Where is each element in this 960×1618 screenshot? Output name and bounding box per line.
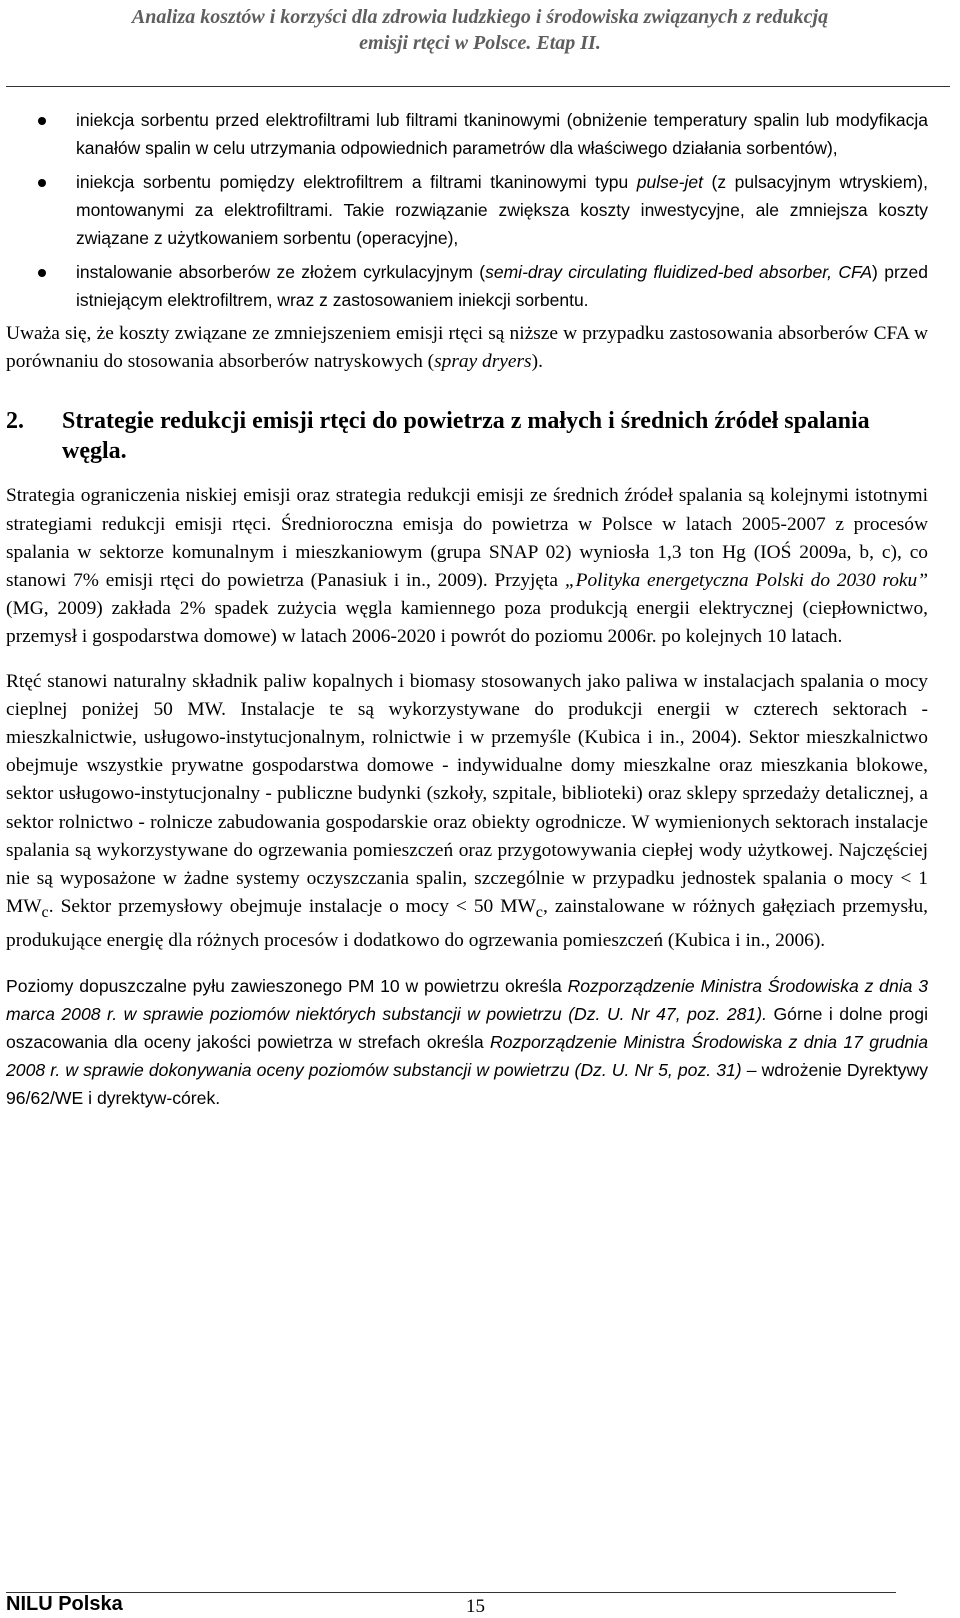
paragraph-text: Górne i dolne progi oszacowania dla oceny jakości powietrza w strefach określa — [6, 1003, 928, 1052]
bullet-list — [6, 106, 928, 314]
paragraph — [6, 482, 928, 651]
footer-organization: NILU Polska — [6, 1593, 123, 1615]
italic-citation: Rozporządzenie Ministra Środowiska z dnia 3 marca 2008 r. w sprawie poziomów niektórych substancji w powietrzu (Dz. U. Nr 47, poz. 281). — [6, 975, 928, 1024]
paragraph — [6, 320, 928, 376]
paragraph-text: , zainstalowane w różnych gałęziach przemysłu, produkujące energię dla różnych procesów i dodatkowo do ogrzewania pomieszczeń (Kubica i in., 2006). — [6, 896, 928, 952]
italic-term: semi-dray circulating fluidized-bed absorber, CFA — [485, 262, 873, 282]
section-heading — [6, 406, 928, 466]
section-number: 2. — [6, 408, 24, 435]
paragraph — [6, 668, 928, 956]
italic-citation: Rozporządzenie Ministra Środowiska z dnia 17 grudnia 2008 r. w sprawie dokonywania oceny poziomów substancji w powietrzu (Dz. U. Nr 5, poz. 31) – — [6, 1031, 928, 1080]
italic-term: pulse-jet — [636, 172, 703, 192]
header-rule — [6, 86, 950, 87]
paragraph-text: wdrożenie Dyrektywy 96/62/WE i dyrektyw-córek. — [6, 1059, 928, 1108]
section-title: Strategie redukcji emisji rtęci do powietrza z małych i średnich źródeł spalania węgla. — [62, 408, 870, 465]
paragraph-text: (MG, 2009) zakłada 2% spadek zużycia węgla kamiennego poza produkcją energii elektrycznej (ciepłownictwo, przemysł i gospodarstwa domowe) w latach 2006-2020 i powrót do poziomu 2006r. po kolejnych 10 latach. — [6, 598, 928, 648]
paragraph-text: ). — [531, 351, 543, 373]
subscript: c — [41, 904, 49, 922]
paragraph-text: Strategia ograniczenia niskiej emisji oraz strategia redukcji emisji ze średnich źródeł spalania są kolejnymi istotnymi strategiami redukcji emisji rtęci. Średnioroczna emisja do powietrza w Polsce w latach 2005-2007 z procesów spalania w sektorze komunalnym i mieszkaniowym (grupa SNAP 02) wyniosła 1,3 ton Hg (IOŚ 2009a, b, c), co stanowi 7% emisji rtęci do powietrza (Panasiuk i in., 2009). Przyjęta — [6, 485, 928, 592]
bullet-icon — [38, 179, 46, 187]
page-body — [6, 106, 928, 1128]
paragraph-text: Uważa się, że koszty związane ze zmniejszeniem emisji rtęci są niższe w przypadku zastosowania absorberów CFA w porównaniu do stosowania absorberów natryskowych ( — [6, 323, 928, 373]
italic-term: spray dryers — [434, 351, 532, 373]
paragraph — [6, 972, 928, 1112]
bullet-icon — [38, 269, 46, 277]
page-number: 15 — [466, 1596, 485, 1617]
list-item-text: ) przed istniejącym elektrofiltrem, wraz z zastosowaniem iniekcji sorbentu. — [76, 262, 928, 310]
paragraph-text: Poziomy dopuszczalne pyłu zawieszonego PM 10 w powietrzu określa — [6, 975, 568, 996]
list-item — [6, 258, 928, 314]
list-item-text: instalowanie absorberów ze złożem cyrkulacyjnym ( — [76, 262, 486, 282]
list-item-text: (z pulsacyjnym wtryskiem), montowanymi za elektrofiltrami. Takie rozwiązanie zwiększa koszty inwestycyjne, ale zmniejsza koszty związane z użytkowaniem sorbentu (operacyjne), — [76, 172, 928, 248]
list-item-text: iniekcja sorbentu przed elektrofiltrami lub filtrami tkaninowymi (obniżenie temperatury spalin lub modyfikacja kanałów spalin w celu utrzymania odpowiednich parametrów dla właściwego działania sorbentów), — [76, 110, 928, 158]
header-line-2: emisji rtęci w Polsce. Etap II. — [359, 32, 601, 54]
italic-title: „Polityka energetyczna Polski do 2030 roku” — [564, 570, 929, 592]
running-header — [0, 4, 960, 56]
subscript: c — [535, 904, 543, 922]
list-item — [6, 168, 928, 252]
list-item — [6, 106, 928, 162]
footer-rule — [6, 1592, 896, 1593]
bullet-icon — [38, 117, 46, 125]
header-line-1: Analiza kosztów i korzyści dla zdrowia ludzkiego i środowiska związanych z redukcją — [131, 6, 829, 28]
paragraph-text: . Sektor przemysłowy obejmuje instalacje o mocy < 50 MW — [48, 896, 536, 918]
paragraph-text: Rtęć stanowi naturalny składnik paliw kopalnych i biomasy stosowanych jako paliwa w instalacjach spalania o mocy cieplnej poniżej 50 MW. Instalacje te są wykorzystywane do produkcji energii w czterech sektorach - mieszkalnictwie, usługowo-instytucjonalnym, rolnictwie i w przemyśle (Kubica i in., 2004). Sektor mieszkalnictwo obejmuje wszystkie prywatne gospodarstwa domowe - indywidualne domy mieszkalne oraz mieszkania blokowe, sektor usługowo-instytucjonalny - publiczne budynki (szkoły, szpitale, biblioteki) oraz sklepy sprzedaży detalicznej, a sektor rolnictwo - rolnicze zabudowania gospodarskie oraz obiekty ogrodnicze. W wymienionych sektorach instalacje spalania są wykorzystywane do ogrzewania pomieszczeń oraz przygotowywania ciepłej wody użytkowej. Najczęściej nie są wyposażone w żadne systemy oczyszczania spalin, szczególnie w przypadku jednostek spalania o mocy < 1 MW — [6, 670, 928, 918]
list-item-text: iniekcja sorbentu pomiędzy elektrofiltrem a filtrami tkaninowymi typu — [76, 172, 637, 192]
